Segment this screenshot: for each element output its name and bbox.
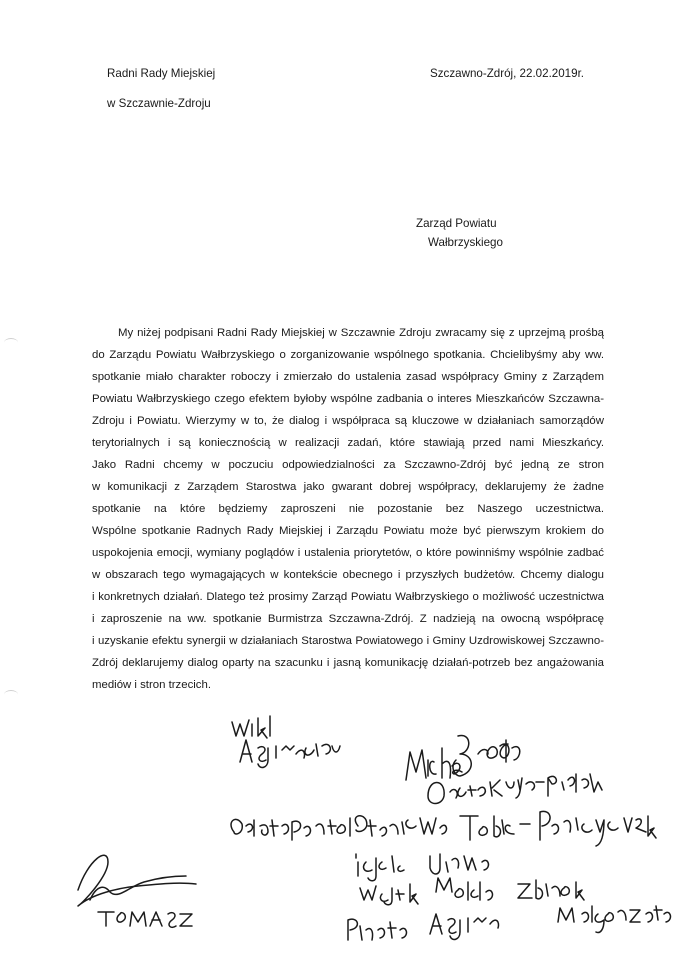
body-line: i konkretnych działań. Dlatego też prosimy Zarząd Powiatu Wałbrzyskiego o możliwość uczestnictwa <box>92 591 604 603</box>
body-line: terytorialnych i są koniecznością w realizacji zadań, które stawiają przed nami Mieszkańcy. <box>92 437 604 449</box>
signature <box>356 854 488 881</box>
scan-margin-mark <box>4 338 18 347</box>
body-line: mediów i stron trzecich. <box>92 679 212 691</box>
signature <box>232 716 340 767</box>
body-line: Jako Radni chcemy w poczuciu odpowiedzialności za Szczawno-Zdrój być jedną ze stron <box>92 459 604 471</box>
recipient-line-1: Zarząd Powiatu <box>416 217 497 230</box>
signature <box>406 735 520 780</box>
signature <box>428 774 602 804</box>
body-line: My niżej podpisani Radni Rady Miejskiej w Szczawnie Zdroju zwracamy się z uprzejmą prośbą <box>118 327 604 339</box>
body-line: Powiatu Wałbrzyskiego czego efektem byłoby wspólne zadbania o interes Mieszkańców Szczawna- <box>92 393 604 405</box>
body-line: spotkanie na które będziemy zaproszeni nie pozostanie bez Naszego uczestnictwa. <box>92 503 604 515</box>
sender-line-1: Radni Rady Miejskiej <box>107 67 216 80</box>
body-line: i zaproszenie na ww. spotkanie Burmistrza Szczawna-Zdrój. Z nadzieją na owocną współpracę <box>92 613 604 625</box>
signature <box>78 855 196 927</box>
signature <box>348 914 499 940</box>
body-line: w komunikacji z Zarządem Starostwa jako gwarant dobrej współpracy, deklarujemy że żadne <box>92 481 604 493</box>
body-line: w obszarach tego wymagających w kontekście obecnego i przyszłych budżetów. Chcemy dialogu <box>92 569 604 581</box>
body-line: i uzyskanie efektu synergii w działaniach Starostwa Powiatowego i Gminy Uzdrowiskowej Szczawno- <box>92 635 604 647</box>
body-line: Zdrój deklarujemy dialog oparty na szacunku i jasną komunikację działań-potrzeb bez angażowania <box>92 657 604 669</box>
scan-margin-mark <box>4 690 18 699</box>
recipient-line-2: Wałbrzyskiego <box>428 236 503 249</box>
signature <box>360 878 584 905</box>
body-line: uspokojenia emocji, wymiany poglądów i ustalenia priorytetów, o które powinniśmy wspólnie zadbać <box>92 547 604 559</box>
place-and-date: Szczawno-Zdrój, 22.02.2019r. <box>430 67 585 80</box>
body-line: spotkanie miało charakter roboczy i zmierzało do ustalenia zasad współpracy Gminy z Zarządem <box>92 371 604 383</box>
sender-line-2: w Szczawnie-Zdroju <box>107 97 211 110</box>
body-line: Zdroju i Powiatu. Wierzymy w to, że dialog i współpraca są kluczowe w działaniach samorządów <box>92 415 604 427</box>
signature <box>355 811 656 846</box>
signature <box>231 818 350 840</box>
letter-body <box>92 322 604 696</box>
signature <box>558 906 670 933</box>
body-line: do Zarządu Powiatu Wałbrzyskiego o zorganizowanie wspólnego spotkania. Chcielibyśmy aby ww. <box>92 349 604 361</box>
body-line: Wspólne spotkanie Radnych Rady Miejskiej i Zarządu Powiatu może być pierwszym krokiem do <box>92 525 604 537</box>
